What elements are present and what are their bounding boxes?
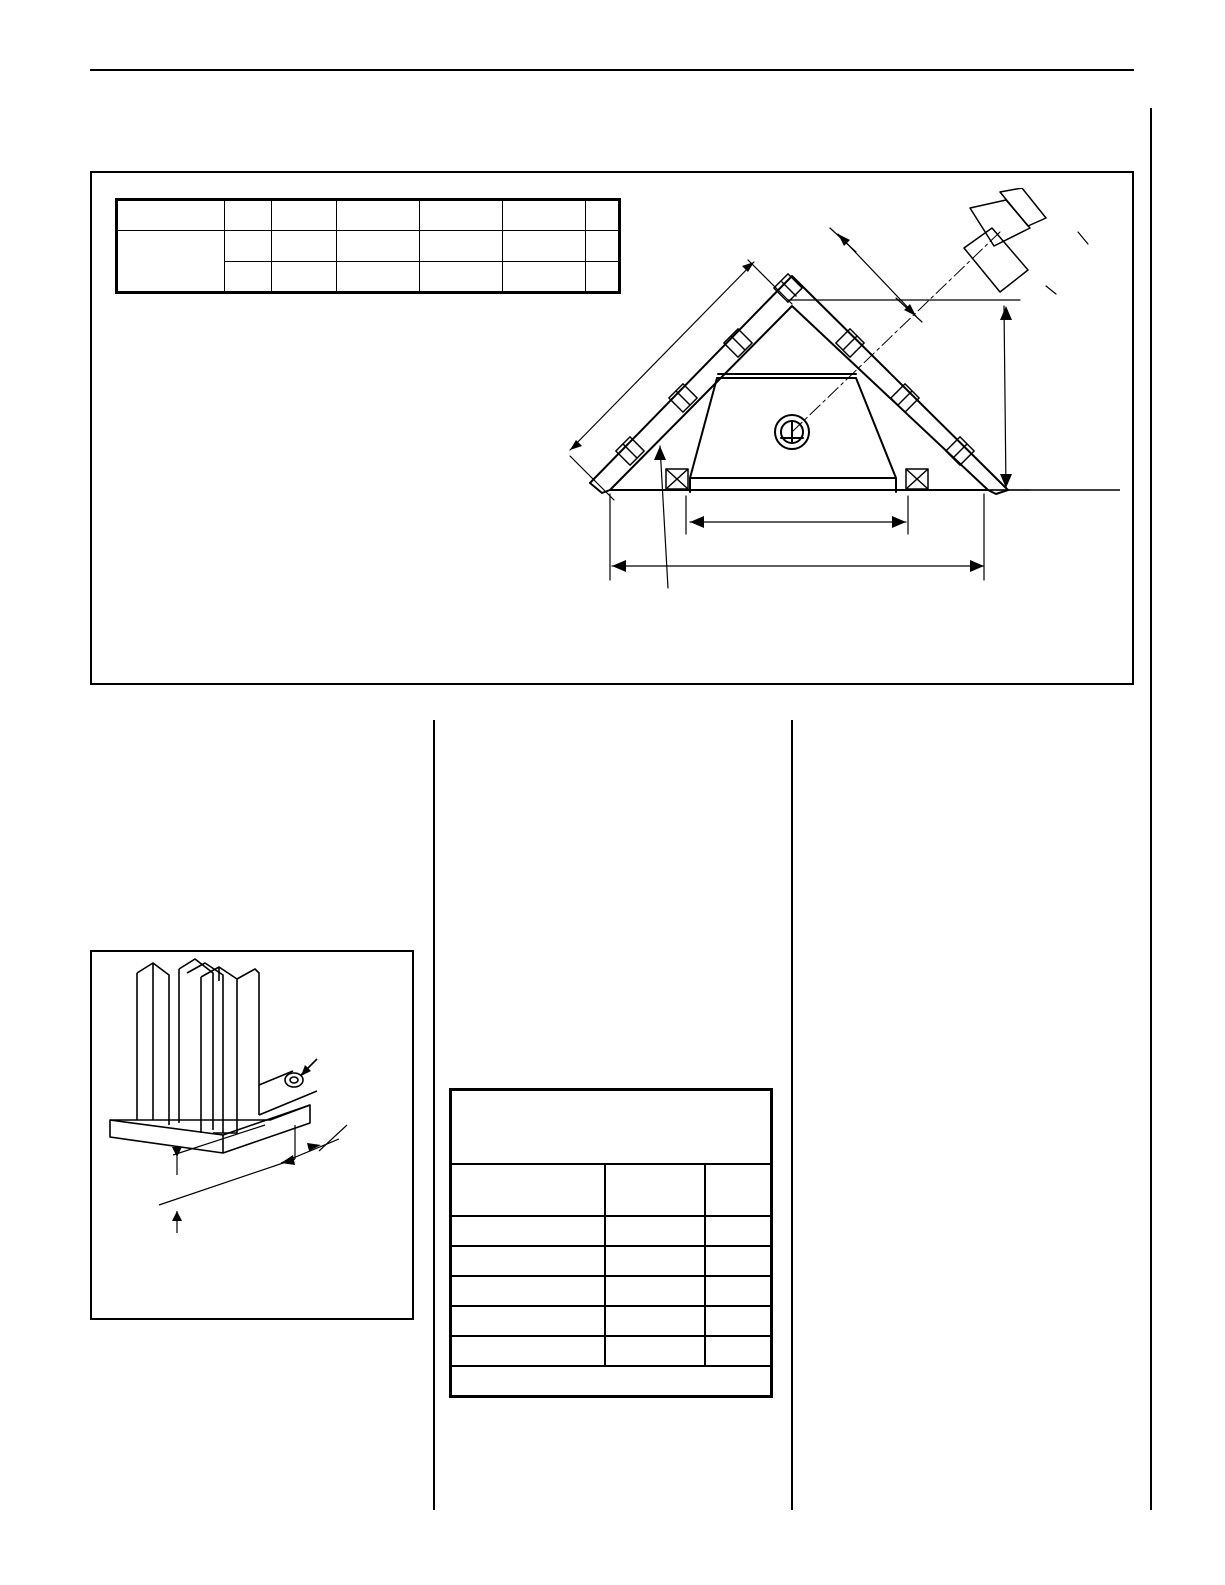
table-cell xyxy=(605,1216,705,1246)
table-cell xyxy=(420,200,503,231)
table-cell xyxy=(117,231,225,293)
table-cell xyxy=(705,1246,772,1276)
vent-cap xyxy=(964,188,1046,292)
corner-dimensions-table xyxy=(115,198,621,294)
table-row xyxy=(451,1246,772,1276)
table-cell xyxy=(272,262,337,293)
size-table xyxy=(449,1088,773,1398)
table-cell xyxy=(337,262,420,293)
framing-detail-drawing xyxy=(95,955,409,1255)
wall-outlines xyxy=(590,276,1120,494)
table-row xyxy=(451,1366,772,1396)
table-cell xyxy=(705,1306,772,1336)
table-cell xyxy=(337,200,420,231)
table-footer xyxy=(451,1366,772,1396)
table-cell xyxy=(705,1276,772,1306)
table-cell xyxy=(420,262,503,293)
column-divider xyxy=(791,720,793,1510)
table-cell xyxy=(451,1276,606,1306)
table-cell xyxy=(225,231,272,262)
table-title xyxy=(451,1090,772,1164)
table-cell xyxy=(605,1276,705,1306)
table-cell xyxy=(272,200,337,231)
table-row xyxy=(117,231,620,262)
table-cell xyxy=(337,231,420,262)
table-row xyxy=(451,1090,772,1164)
table-row xyxy=(451,1336,772,1366)
base-platform xyxy=(110,1105,310,1153)
table-cell xyxy=(420,231,503,262)
table-header-cell xyxy=(705,1164,772,1216)
table-cell xyxy=(225,200,272,231)
dimension-lines xyxy=(159,1125,347,1233)
column-divider xyxy=(433,720,435,1510)
table-cell xyxy=(451,1246,606,1276)
table-cell xyxy=(705,1336,772,1366)
table-cell xyxy=(451,1306,606,1336)
table-row xyxy=(451,1164,772,1216)
table-cell xyxy=(272,231,337,262)
table-cell xyxy=(705,1216,772,1246)
fireplace-unit xyxy=(690,374,896,492)
gas-pipe xyxy=(259,1059,317,1115)
table-cell xyxy=(605,1336,705,1366)
table-header-cell xyxy=(451,1164,606,1216)
side-rule xyxy=(1150,108,1152,1510)
wall-studs xyxy=(616,274,974,465)
corner-framing-drawing xyxy=(560,188,1120,608)
table-header-cell xyxy=(605,1164,705,1216)
table-cell xyxy=(605,1246,705,1276)
header-rule xyxy=(90,69,1134,71)
table-row xyxy=(451,1276,772,1306)
table-row xyxy=(451,1306,772,1336)
dimension-lines xyxy=(570,228,1088,588)
table-row xyxy=(117,200,620,231)
arrowheads xyxy=(172,1065,321,1221)
studs xyxy=(137,959,259,1133)
table-cell xyxy=(605,1306,705,1336)
table-cell xyxy=(451,1216,606,1246)
table-cell xyxy=(451,1336,606,1366)
table-cell xyxy=(225,262,272,293)
table-cell xyxy=(117,200,225,231)
flue-centerline xyxy=(792,232,1000,432)
table-row xyxy=(451,1216,772,1246)
